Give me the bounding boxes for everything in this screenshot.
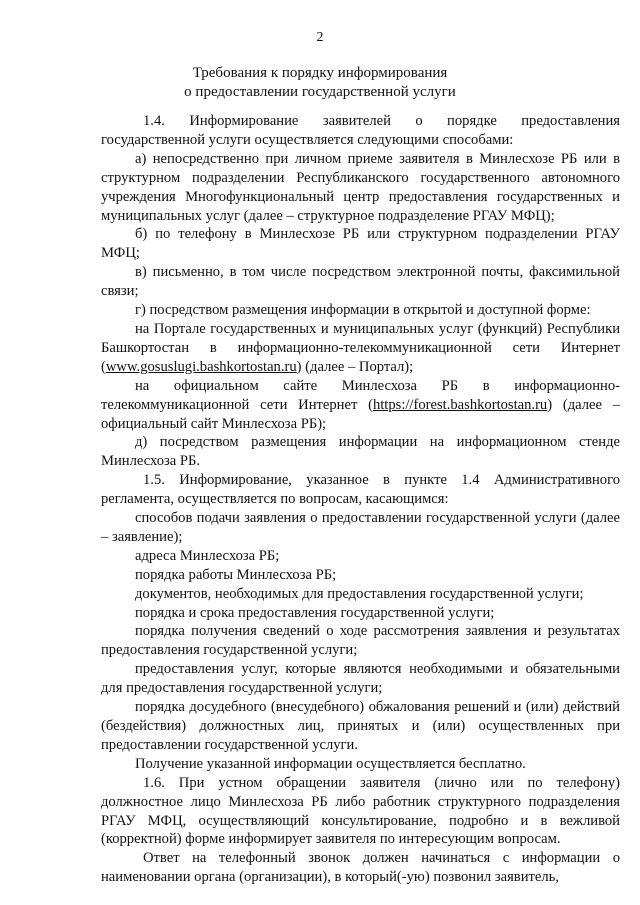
paragraph-item-g: г) посредством размещения информации в открытой и доступной форме: [135,302,591,319]
paragraph-1-5: 1.5. Информирование, указанное в пункте 1.4 Административного регламента, осуществляется по вопросам, касающимся: [101,472,620,508]
portal-link[interactable]: www.gosuslugi.bashkortostan.ru [105,358,297,375]
paragraph-portal-text-end: ) (далее – Портал); [296,358,414,375]
section-title-line-1: Требования к порядку информирования [192,65,448,81]
paragraph-official-site-text-end: ) (далее – официальный сайт Минлесхоза РБ); [101,396,620,432]
paragraph-portal [101,320,620,377]
document-body [101,112,620,887]
paragraph-topic-documents: документов, необходимых для предоставления государственной услуги; [135,585,584,602]
official-site-link[interactable]: https://forest.bashkortostan.ru [372,396,548,413]
paragraph-item-v: в) письменно, в том числе посредством электронной почты, факсимильной связи; [101,264,620,300]
paragraph-item-d: д) посредством размещения информации на информационном стенде Минлесхоза РБ. [101,434,620,470]
paragraph-topic-terms: порядка и срока предоставления государственной услуги; [135,604,495,621]
paragraph-free-of-charge: Получение указанной информации осуществляется бесплатно. [135,755,526,772]
paragraph-1-6: 1.6. При устном обращении заявителя (лично или по телефону) должностное лицо Минлесхоза РБ либо работник структурного подразделения РГАУ МФЦ, осуществляющий консультирование, подробно и в вежливой (корректной) форме информирует заявителя по интересующим вопросам. [101,774,620,848]
paragraph-official-site [101,377,620,434]
paragraph-topic-status: порядка получения сведений о ходе рассмотрения заявления и результатах предоставления государственной услуги; [101,623,620,659]
paragraph-1-4: 1.4. Информирование заявителей о порядке предоставления государственной услуги осуществляется следующими способами: [101,113,620,148]
paragraph-topic-hours: порядка работы Минлесхоза РБ; [135,566,337,583]
section-title-line-2: о предоставлении государственной услуги [184,84,456,100]
page-number: 2 [316,30,324,45]
paragraph-topic-address: адреса Минлесхоза РБ; [135,547,280,564]
paragraph-topic-submission: способов подачи заявления о предоставлении государственной услуги (далее – заявление); [101,510,620,545]
section-title [60,64,580,102]
paragraph-official-site-text: на официальном сайте Минлесхоза РБ в информационно-телекоммуникационной сети Интернет ( [101,377,620,413]
paragraph-topic-appeal: порядка досудебного (внесудебного) обжалования решений и (или) действий (бездействия) должностных лиц, принятых и (или) осуществленных при предоставлении государственной услуги. [101,699,620,753]
paragraph-portal-text: на Портале государственных и муниципальных услуг (функций) Республики Башкортостан в информационно-телекоммуникационной сети Интернет ( [101,320,620,375]
paragraph-topic-required-services: предоставления услуг, которые являются необходимыми и обязательными для предоставления государственной услуги; [101,661,620,697]
paragraph-item-b: б) по телефону в Минлесхозе РБ или структурном подразделении РГАУ МФЦ; [101,226,620,262]
paragraph-item-a: а) непосредственно при личном приеме заявителя в Минлесхозе РБ или в структурном подразделении Республиканского государственного автономного учреждения Многофункциональный центр предоставления государственных и муниципальных услуг (далее – структурное подразделение РГАУ МФЦ); [101,150,620,224]
paragraph-phone-answer: Ответ на телефонный звонок должен начинаться с информации о наименовании органа (организации), в который(-ую) позвонил заявитель, [101,850,620,886]
